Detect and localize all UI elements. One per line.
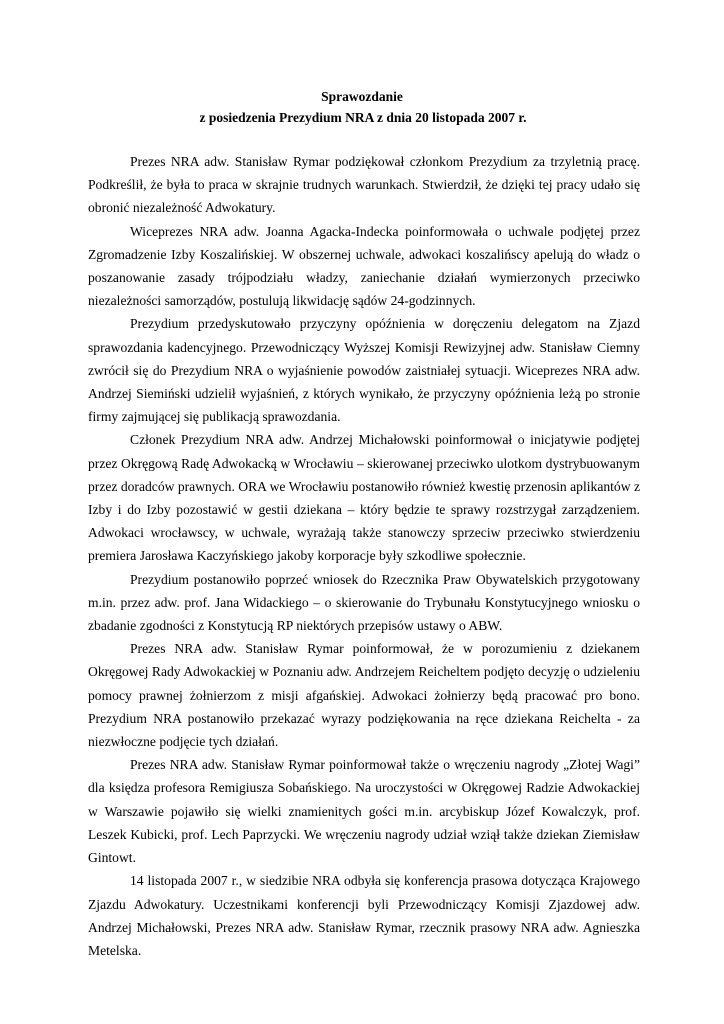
document-heading <box>0 86 724 128</box>
document-subtitle: z posiedzenia Prezydium NRA z dnia 20 listopada 2007 r. <box>199 110 527 125</box>
paragraph-press-conference: 14 listopada 2007 r., w siedzibie NRA odbyła się konferencja prasowa dotycząca Krajowego Zjazdu Adwokatury. Uczestnikami konferencji byli Przewodniczący Komisji Zjazdowej adw. Andrzej Michałowski, Prezes NRA adw. Stanisław Rymar, rzecznik prasowy NRA adw. Agnieszka Metelska. <box>88 873 640 958</box>
document-body <box>88 150 640 962</box>
paragraph-golden-scale-award: Prezes NRA adw. Stanisław Rymar poinformował także o wręczeniu nagrody „Złotej Wagi” dla księdza profesora Remigiusza Sobańskiego. Na uroczystości w Okręgowej Radzie Adwokackiej w Warszawie pojawiło się wielki znamienitych gości m.in. arcybiskup Józef Kowalczyk, prof. Leszek Kubicki, prof. Lech Paprzycki. We wręczeniu nagrody udział wziął także dziekan Ziemisław Gintowt. <box>88 757 640 866</box>
paragraph-report-delay: Prezydium przedyskutowało przyczyny opóźnienia w doręczeniu delegatom na Zjazd sprawozdania kadencyjnego. Przewodniczący Wyższej Komisji Rewizyjnej adw. Stanisław Ciemny zwrócił się do Prezydium NRA o wyjaśnienie powodów zaistniałej sytuacji. Wiceprezes NRA adw. Andrzej Siemiński udzielił wyjaśnień, z których wynikało, że przyczyny opóźnienia leżą po stronie firmy zajmującej się publikacją sprawozdania. <box>88 316 640 425</box>
document-title: Sprawozdanie <box>321 89 403 104</box>
paragraph-wroclaw-initiative: Członek Prezydium NRA adw. Andrzej Michałowski poinformował o inicjatywie podjętej przez Okręgową Radę Adwokacką w Wrocławiu – skierowanej przeciwko ulotkom dystrybuowanym przez doradców prawnych. ORA we Wrocławiu postanowiło również kwestię przenosin aplikantów z Izby i do Izby pozostawić w gestii dziekana – który będzie te sprawy rozstrzygał zarządzeniem. Adwokaci wrocławscy, w uchwale, wyrażają także stanowczy sprzeciw przeciwko stwierdzeniu premiera Jarosława Kaczyńskiego jakoby korporacje były szkodliwe społecznie. <box>88 432 640 564</box>
paragraph-koszalin-resolution: Wiceprezes NRA adw. Joanna Agacka-Indecka poinformowała o uchwale podjętej przez Zgromadzenie Izby Koszalińskiej. W obszernej uchwale, adwokaci koszalińscy apelują do władz o poszanowanie zasady trójpodziału władzy, zaniechanie działań wymierzonych przeciwko niezależności samorządów, postulują likwidację sądów 24-godzinnych. <box>88 223 640 309</box>
paragraph-ombudsman-motion: Prezydium postanowiło poprzeć wniosek do Rzecznika Praw Obywatelskich przygotowany m.in. przez adw. prof. Jana Widackiego – o skierowanie do Trybunału Konstytucyjnego wniosku o zbadanie zgodności z Konstytucją RP niektórych przepisów ustawy o ABW. <box>88 571 640 634</box>
paragraph-legal-aid-soldiers: Prezes NRA adw. Stanisław Rymar poinformował, że w porozumieniu z dziekanem Okręgowej Rady Adwokackiej w Poznaniu adw. Andrzejem Reicheltem podjęto decyzję o udzieleniu pomocy prawnej żołnierzom z misji afgańskiej. Adwokaci żołnierzy będą pracować pro bono. Prezydium NRA postanowiło przekazać wyrazy podziękowania na ręce dziekana Reichelta - za niezwłoczne podjęcie tych działań. <box>88 641 640 750</box>
paragraph-board-thanks: Prezes NRA adw. Stanisław Rymar podziękował członkom Prezydium za trzyletnią pracę. Podkreślił, że była to praca w skrajnie trudnych warunkach. Stwierdził, że dzięki tej pracy udało się obronić niezależność Adwokatury. <box>88 154 640 216</box>
